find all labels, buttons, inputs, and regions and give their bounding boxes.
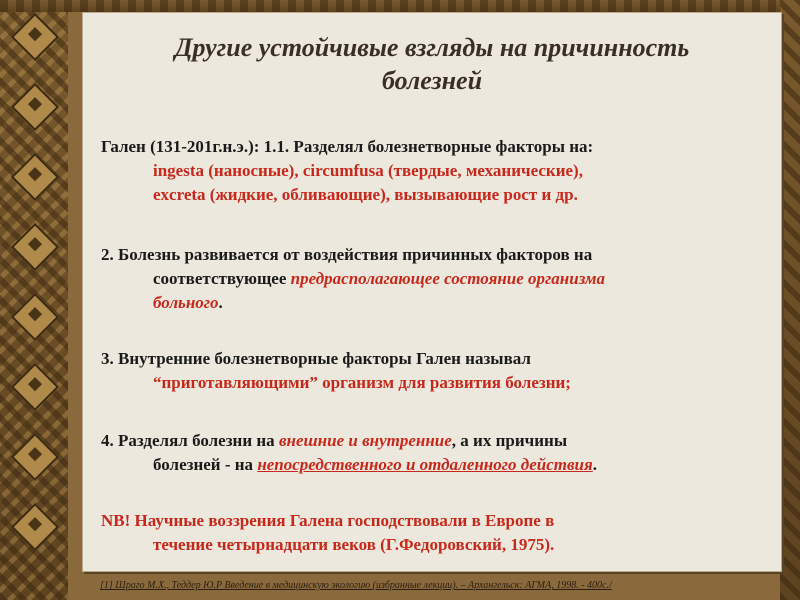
- decorative-border-top: [0, 0, 800, 12]
- ornament-diamond: [11, 503, 59, 551]
- p1-line-2: ingesta (наносные), circumfusa (твердые, механические),: [153, 161, 583, 180]
- p2-line-3: [101, 291, 767, 315]
- p2-line-1: 2. Болезнь развивается от воздействия причинных факторов на: [101, 245, 593, 264]
- title-line-2: болезней: [381, 66, 483, 95]
- p4-line-1-tail: , а их причины: [451, 431, 568, 450]
- p4-line-1-emphasis: внешние и внутренние: [278, 431, 452, 450]
- footnote-reference: [1] Шраго М.Х., Теддер Ю.Р Введение в медицинскую экологию (избранные лекции). – Архангельск: АГМА, 1998. - 400с./: [100, 580, 612, 591]
- p5-line-2: течение четырнадцати веков (Г.Федоровский, 1975).: [153, 535, 555, 554]
- title-line-1: Другие устойчивые взгляды на причинность: [174, 33, 690, 62]
- ornament-diamond: [11, 223, 59, 271]
- p4-line-2-emphasis: непосредственного и отдаленного действия: [257, 455, 593, 474]
- paragraph-internal-factors: [101, 347, 767, 395]
- p1-line-1: Гален (131-201г.н.э.): 1.1. Разделял болезнетворные факторы на:: [101, 137, 594, 156]
- ornament-diamond: [11, 13, 59, 61]
- p2-line-2-emphasis: предрасполагающее состояние организма: [290, 269, 606, 288]
- slide-panel: [82, 12, 782, 572]
- p2-line-2: [101, 267, 767, 291]
- p3-line-1: 3. Внутренние болезнетворные факторы Гален называл: [101, 349, 531, 368]
- ornament-diamond: [11, 293, 59, 341]
- slide-title: [83, 31, 781, 97]
- p4-line-1: [101, 429, 767, 453]
- p2-line-3-emphasis: больного: [153, 293, 219, 312]
- p4-line-2-plain: болезней - на: [153, 455, 258, 474]
- decorative-border-right: [780, 0, 800, 600]
- ornament-diamond: [11, 153, 59, 201]
- p4-line-2: [101, 453, 767, 477]
- p4-line-1-plain: 4. Разделял болезни на: [101, 431, 279, 450]
- ornament-diamond: [11, 363, 59, 411]
- paragraph-disease-development: [101, 243, 767, 315]
- p2-line-2-plain: соответствующее: [153, 269, 291, 288]
- decorative-border-left: [0, 0, 68, 600]
- p4-line-2-period: .: [592, 455, 598, 474]
- p5-line-1: NB! Научные воззрения Галена господствовали в Европе в: [101, 511, 555, 530]
- paragraph-galen-factors: [101, 135, 767, 207]
- p2-line-3-period: .: [218, 293, 223, 312]
- p1-line-3: excreta (жидкие, обливающие), вызывающие рост и др.: [153, 185, 578, 204]
- paragraph-disease-division: [101, 429, 767, 477]
- ornament-diamond: [11, 83, 59, 131]
- ornament-diamond: [11, 433, 59, 481]
- paragraph-nb-note: [101, 509, 767, 557]
- p3-line-2: “приготавляющими” организм для развития болезни;: [153, 373, 571, 392]
